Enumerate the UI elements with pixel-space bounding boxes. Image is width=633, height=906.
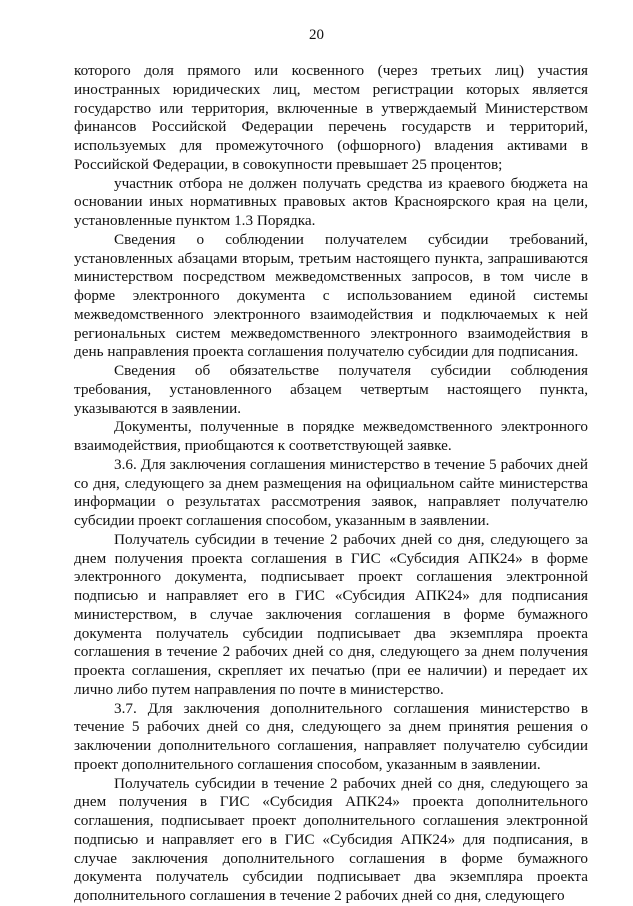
paragraph-2: участник отбора не должен получать средства из краевого бюджета на основании иных нормативных правовых актов Красноярского края на цели, установленные пунктом 1.3 Порядка.	[74, 174, 588, 229]
paragraph-3: Сведения о соблюдении получателем субсидии требований, установленных абзацами вторым, третьим настоящего пункта, запрашиваются министерством посредством межведомственных запросов, в том числе в форме электронного документа с использованием единой системы межведомственного электронного взаимодействия и подключаемых к ней региональных систем межведомственного электронного взаимодействия в день направления проекта соглашения получателю субсидии для подписания.	[74, 230, 588, 361]
paragraph-8: 3.7. Для заключения дополнительного соглашения министерство в течение 5 рабочих дней со дня, следующего за днем принятия решения о заключении дополнительного соглашения, направляет получателю субсидии проект дополнительного соглашения способом, указанным в заявлении.	[74, 699, 588, 773]
paragraph-7: Получатель субсидии в течение 2 рабочих дней со дня, следующего за днем получения проекта соглашения в ГИС «Субсидия АПК24» в форме электронного документа, подписывает проект соглашения электронной подписью и направляет его в ГИС «Субсидия АПК24» для подписания министерством, в случае заключения соглашения в форме бумажного документа получатель субсидии подписывает два экземпляра проекта соглашения в течение 2 рабочих дней со дня, следующего за днем получения проекта соглашения, скрепляет их печатью (при ее наличии) и передает их лично либо путем направления по почте в министерство.	[74, 530, 588, 698]
paragraph-1: которого доля прямого или косвенного (через третьих лиц) участия иностранных юридических лиц, местом регистрации которых является государство или территория, включенные в утверждаемый Министерством финансов Российской Федерации перечень государств и территорий, используемых для промежуточного (офшорного) владения активами в Российской Федерации, в совокупности превышает 25 процентов;	[74, 62, 588, 173]
paragraph-9: Получатель субсидии в течение 2 рабочих дней со дня, следующего за днем получения в ГИС «Субсидия АПК24» проекта дополнительного соглашения, подписывает проект дополнительного соглашения электронной подписью и направляет его в ГИС «Субсидия АПК24» для подписания, в случае заключения дополнительного соглашения в форме бумажного документа получатель субсидии подписывает два экземпляра проекта дополнительного соглашения в течение 2 рабочих дней со дня, следующего	[74, 774, 588, 904]
document-body	[74, 62, 588, 906]
page-number: 20	[309, 27, 324, 43]
paragraph-6: 3.6. Для заключения соглашения министерство в течение 5 рабочих дней со дня, следующего за днем размещения на официальном сайте министерства информации о результатах рассмотрения заявок, направляет получателю субсидии проект соглашения способом, указанным в заявлении.	[74, 455, 588, 529]
paragraph-5: Документы, полученные в порядке межведомственного электронного взаимодействия, приобщаются к соответствующей заявке.	[74, 418, 588, 454]
paragraph-4: Сведения об обязательстве получателя субсидии соблюдения требования, установленного абзацем четвертым настоящего пункта, указываются в заявлении.	[74, 362, 588, 417]
